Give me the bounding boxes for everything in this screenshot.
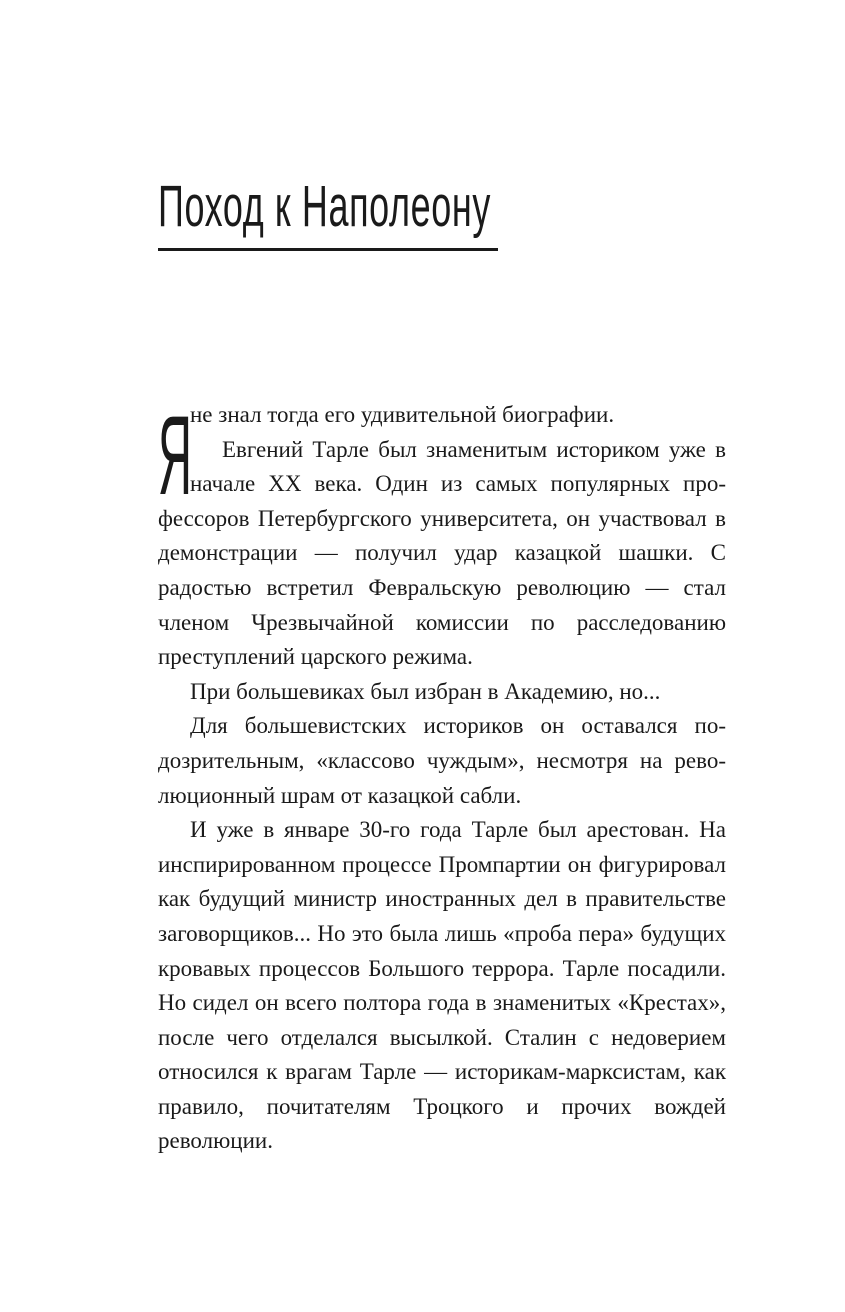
paragraph-3: При большевиках был избран в Академию, но...: [190, 678, 661, 704]
paragraph-4: Для большевистских историков он оставался подозрительным, «классово чуждым», несмотря на революционный шрам от казацкой сабли.: [158, 713, 726, 808]
paragraph-5: И уже в январе 30-го года Тарле был арестован. На инспирированном процессе Промпартии он фигурировал как будущий министр иностранных дел в правительстве заговорщиков... Но это была лишь «проба пера» будущих кровавых процессов Большого террора. Тарле посадили. Но сидел он всего полтора года в знаменитых «Крестах», после чего отделался высылкой. Сталин с недоверием относился к врагам Тарле — историкам-марксистам, как правило, почитателям Троцкого и прочих вождей революции.: [158, 817, 726, 1154]
drop-cap: [158, 393, 192, 518]
paragraph-2: Евгений Тарле был знаменитым историком уже в начале XX века. Один из самых популярных профессоров Петербургского университета, он участвовал в демонстрации — получил удар казацкой шашки. С радостью встретил Февральскую революцию — стал членом Чрезвычайной комиссии по расследованию преступлений царского режима.: [158, 436, 726, 670]
chapter-body: [158, 393, 726, 1159]
paragraph-1-text: не знал тогда его удивительной биографии.: [190, 402, 615, 427]
chapter-title: Поход к Наполеону: [158, 174, 491, 239]
drop-cap-letter: Я: [158, 393, 192, 518]
paragraph-1: [158, 393, 726, 518]
chapter-title-underline: [158, 248, 498, 251]
